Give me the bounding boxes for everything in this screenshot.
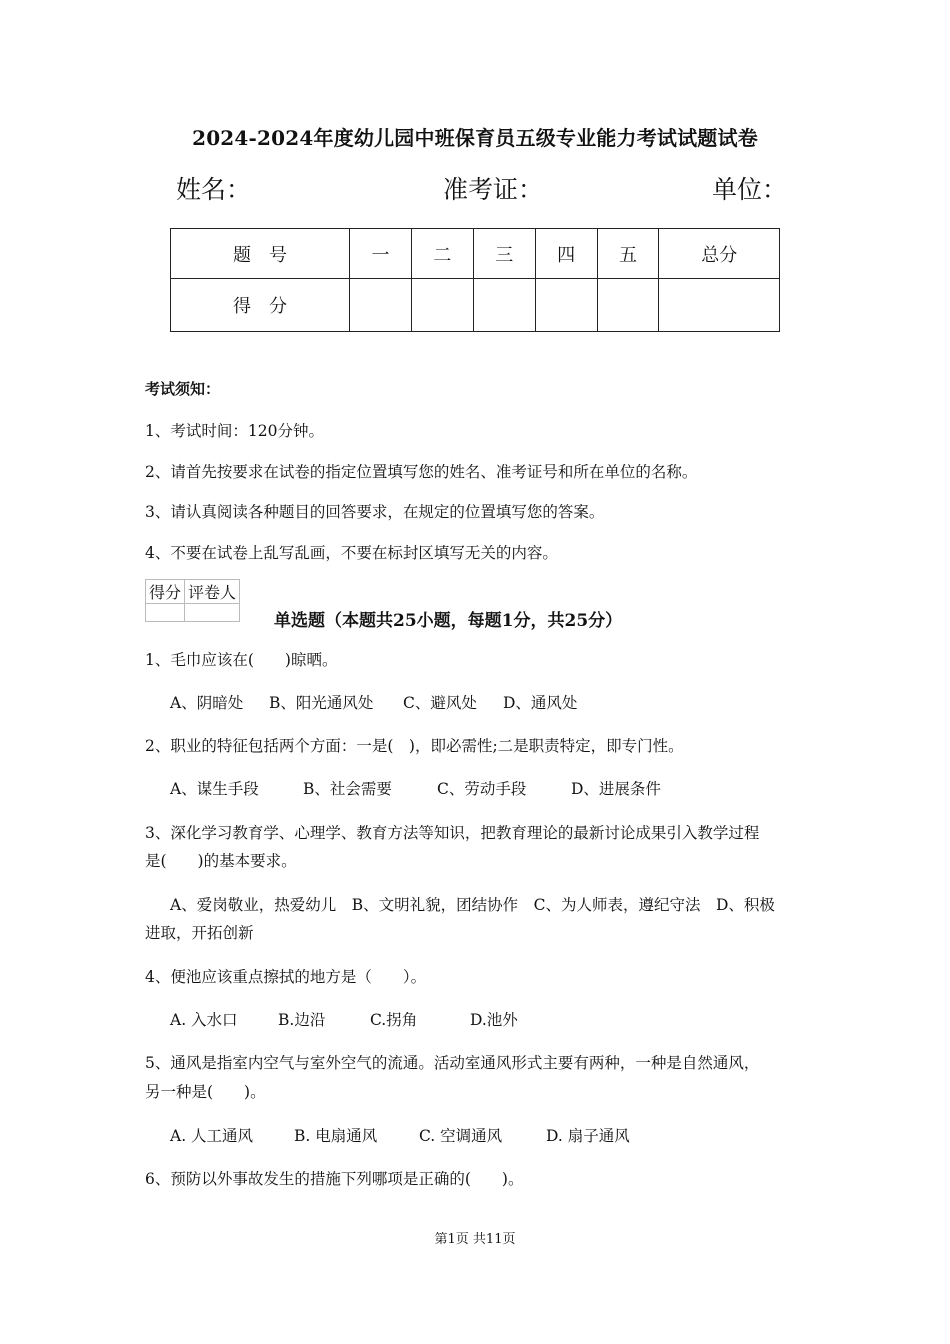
- score-entry-cell[interactable]: [411, 279, 473, 332]
- ticket-number-label: 准考证：: [443, 175, 544, 204]
- score-table-score-row: [171, 279, 780, 332]
- question-stem: 1、毛巾应该在( )晾晒。: [145, 651, 338, 669]
- notice-heading: 考试须知：: [145, 380, 221, 398]
- score-entry-cell[interactable]: [659, 279, 780, 332]
- answer-option: C. 空调通风: [419, 1127, 503, 1145]
- score-table-cell: 五: [597, 229, 659, 279]
- score-table: [170, 228, 780, 332]
- score-entry-cell[interactable]: [473, 279, 535, 332]
- exam-title: 2024-2024年度幼儿园中班保育员五级专业能力考试试题试卷: [192, 126, 758, 150]
- answer-option: D、通风处: [503, 694, 578, 712]
- answer-option: D、进展条件: [571, 780, 661, 798]
- answer-option: A. 人工通风: [170, 1127, 254, 1145]
- answer-option: B. 电扇通风: [294, 1127, 378, 1145]
- answer-options-line: 进取，开拓创新: [145, 924, 254, 942]
- question-stem: 6、预防以外事故发生的措施下列哪项是正确的( )。: [145, 1170, 524, 1188]
- answer-option: C、劳动手段: [437, 780, 527, 798]
- answer-option: D. 扇子通风: [546, 1127, 630, 1145]
- question-stem: 3、深化学习教育学、心理学、教育方法等知识，把教育理论的最新讨论成果引入教学过程: [145, 824, 760, 842]
- question-stem: 是( )的基本要求。: [145, 852, 297, 870]
- unit-label: 单位：: [712, 175, 788, 204]
- score-entry-cell[interactable]: [350, 279, 412, 332]
- score-entry-cell[interactable]: [597, 279, 659, 332]
- grader-box: [145, 579, 240, 622]
- answer-option: A、阴暗处: [170, 694, 244, 712]
- answer-option: D.池外: [470, 1011, 518, 1029]
- answer-option: C、避风处: [403, 694, 477, 712]
- question-stem: 5、通风是指室内空气与室外空气的流通。活动室通风形式主要有两种，一种是自然通风，: [145, 1054, 760, 1072]
- section-title: 单选题（本题共25小题，每题1分，共25分）: [274, 611, 623, 631]
- score-table-cell: 四: [535, 229, 597, 279]
- question-stem: 2、职业的特征包括两个方面：一是( )，即必需性;二是职责特定，即专门性。: [145, 737, 684, 755]
- score-table-cell: 一: [350, 229, 412, 279]
- notice-item: 2、请首先按要求在试卷的指定位置填写您的姓名、准考证号和所在单位的名称。: [145, 463, 698, 481]
- answer-option: C.拐角: [370, 1011, 418, 1029]
- score-table-cell: 二: [411, 229, 473, 279]
- score-table-cell: 三: [473, 229, 535, 279]
- notice-item: 4、不要在试卷上乱写乱画，不要在标封区填写无关的内容。: [145, 544, 558, 562]
- answer-options-line: A、爱岗敬业，热爱幼儿 B、文明礼貌，团结协作 C、为人师表，遵纪守法 D、积极: [170, 896, 775, 914]
- question-stem: 另一种是( )。: [145, 1083, 266, 1101]
- answer-option: A、谋生手段: [170, 780, 259, 798]
- notice-item: 3、请认真阅读各种题目的回答要求，在规定的位置填写您的答案。: [145, 503, 605, 521]
- score-table-cell: 得 分: [171, 279, 350, 332]
- answer-option: B、阳光通风处: [269, 694, 374, 712]
- answer-option: A. 入水口: [170, 1011, 238, 1029]
- question-stem: 4、便池应该重点擦拭的地方是（ ）。: [145, 968, 427, 986]
- grader-reviewer-label: 评卷人: [185, 580, 240, 604]
- grader-score-label: 得分: [146, 580, 185, 604]
- name-label: 姓名：: [176, 175, 252, 204]
- score-table-cell: 总分: [659, 229, 780, 279]
- grader-score-cell[interactable]: [146, 604, 185, 622]
- score-table-header-row: [171, 229, 780, 279]
- grader-reviewer-cell[interactable]: [185, 604, 240, 622]
- page-footer: 第1页 共11页: [434, 1232, 516, 1247]
- score-entry-cell[interactable]: [535, 279, 597, 332]
- answer-option: B、社会需要: [303, 780, 392, 798]
- notice-item: 1、考试时间：120分钟。: [145, 422, 324, 440]
- score-table-cell: 题 号: [171, 229, 350, 279]
- answer-option: B.边沿: [278, 1011, 326, 1029]
